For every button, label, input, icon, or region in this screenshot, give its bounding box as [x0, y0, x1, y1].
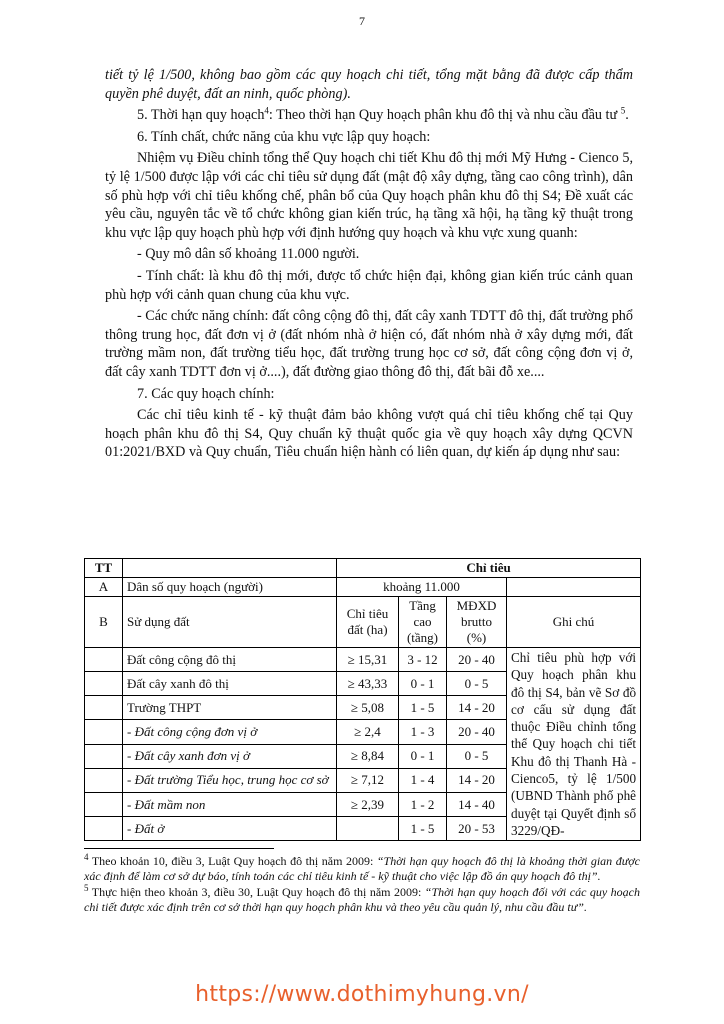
- footnote-5: [84, 885, 640, 915]
- bullet-functions: - Các chức năng chính: đất công cộng đô thị, đất cây xanh TDTT đô thị, đất trường phổ thông trung học, đất đơn vị ở (đất nhóm nhà ở hiện có, đất nhóm nhà ở xây dựng mới, đất trường mầm non, đất trường tiểu học, đất trường trung học cơ sở, đất công cộng đơn vị ở, đất cây xanh TDTT đơn vị ở....), đất đường giao thông đô thị, đất bãi đỗ xe....: [105, 308, 633, 380]
- heading-nature-function: 6. Tính chất, chức năng của khu vực lập quy hoạch:: [137, 128, 431, 145]
- planning-targets-table: [84, 558, 641, 841]
- footnotes: [84, 854, 640, 916]
- footnote-5-quote: “Thời hạn quy hoạch đối với các quy hoạch chi tiết được xác định trên cơ sở thời hạn quy hoạch phân khu và theo yêu cầu quản lý, nhu cầu đầu tư”.: [84, 885, 640, 914]
- header-chi-tieu: Chỉ tiêu: [337, 559, 641, 578]
- row-density: 14 - 20: [447, 696, 507, 720]
- row-density: 20 - 40: [447, 648, 507, 672]
- footnote-5-text: Thực hiện theo khoản 3, điều 30, Luật Quy hoạch đô thị năm 2009:: [88, 885, 425, 899]
- row-floors: 1 - 2: [399, 792, 447, 816]
- paragraph-planning-period-text-2: : Theo thời hạn Quy hoạch phân khu đô thị và nhu cầu đầu tư: [268, 107, 618, 124]
- row-b-tt: B: [85, 597, 123, 648]
- row-b-label: Sử dụng đất: [123, 597, 337, 648]
- row-floors: 0 - 1: [399, 672, 447, 696]
- row-name: Trường THPT: [123, 696, 337, 720]
- row-floors: 1 - 5: [399, 696, 447, 720]
- footnote-4-quote: “Thời hạn quy hoạch đô thị là khoảng thời gian được xác định để làm cơ sở dự báo, tính toán các chỉ tiêu kinh tế - kỹ thuật cho việc lập đồ án quy hoạch đô thị”.: [84, 854, 640, 883]
- table-row-land-use: [85, 597, 641, 648]
- body-text: [105, 66, 633, 465]
- header-tt: TT: [85, 559, 123, 578]
- row-density: 14 - 40: [447, 792, 507, 816]
- row-area: [337, 817, 399, 841]
- paragraph-mission: Nhiệm vụ Điều chỉnh tổng thể Quy hoạch chi tiết Khu đô thị mới Mỹ Hưng - Cienco 5, tỷ lệ 1/500 được lập với các chỉ tiêu sử dụng đất (mật độ xây dựng, tầng cao công trình), dân số phù hợp với chỉ tiêu khống chế, phân bổ của Quy hoạch phân khu đô thị S4; Đề xuất các yêu cầu, nguyên tắc về tổ chức không gian kiến trúc, hạ tầng xã hội, hạ tầng kỹ thuật trong khu vực lập quy hoạch phù hợp với định hướng quy hoạch và khu vực xung quanh:: [105, 150, 633, 241]
- bullet-population: - Quy mô dân số khoảng 11.000 người.: [137, 246, 360, 263]
- row-name: - Đất mầm non: [123, 792, 337, 816]
- col-head-area: Chỉ tiêu đất (ha): [337, 597, 399, 648]
- row-a-label: Dân số quy hoạch (người): [123, 578, 337, 597]
- paragraph-planning-period-text: 5. Thời hạn quy hoạch: [137, 107, 265, 124]
- footnote-divider: [84, 848, 274, 849]
- row-density: 20 - 40: [447, 720, 507, 744]
- page-number: 7: [359, 14, 365, 28]
- footnote-mark-5: 5: [84, 883, 89, 893]
- bullet-nature: - Tính chất: là khu đô thị mới, được tổ chức hiện đại, không gian kiến trúc cảnh quan phù hợp với cảnh quan chung của khu vực.: [105, 267, 633, 303]
- row-area: ≥ 15,31: [337, 648, 399, 672]
- row-area: ≥ 5,08: [337, 696, 399, 720]
- row-density: 0 - 5: [447, 672, 507, 696]
- paragraph-planning-period: [105, 106, 633, 125]
- row-area: ≥ 2,39: [337, 792, 399, 816]
- row-area: ≥ 7,12: [337, 768, 399, 792]
- row-a-note: [507, 578, 641, 597]
- row-name: - Đất công cộng đơn vị ở: [123, 720, 337, 744]
- row-area: ≥ 8,84: [337, 744, 399, 768]
- header-blank: [123, 559, 337, 578]
- heading-main-plans: 7. Các quy hoạch chính:: [137, 385, 275, 402]
- paragraph-planning-period-end: .: [625, 107, 629, 124]
- table-row-population: [85, 578, 641, 597]
- row-name: - Đất cây xanh đơn vị ở: [123, 744, 337, 768]
- footnote-ref-5[interactable]: 5: [620, 105, 626, 116]
- row-floors: 0 - 1: [399, 744, 447, 768]
- footnote-mark-4: 4: [84, 852, 89, 862]
- row-name: Đất công cộng đô thị: [123, 648, 337, 672]
- col-head-density: MĐXD brutto (%): [447, 597, 507, 648]
- row-name: Đất cây xanh đô thị: [123, 672, 337, 696]
- row-floors: 1 - 5: [399, 817, 447, 841]
- row-density: 0 - 5: [447, 744, 507, 768]
- row-density: 14 - 20: [447, 768, 507, 792]
- row-area: ≥ 2,4: [337, 720, 399, 744]
- footnote-ref-4[interactable]: 4: [264, 105, 269, 116]
- website-watermark-link[interactable]: https://www.dothimyhung.vn/: [195, 982, 529, 1007]
- row-name: - Đất ở: [123, 817, 337, 841]
- row-a-tt: A: [85, 578, 123, 597]
- row-floors: 3 - 12: [399, 648, 447, 672]
- row-a-value: khoảng 11.000: [337, 578, 507, 597]
- row-floors: 1 - 4: [399, 768, 447, 792]
- footnote-4-text: Theo khoản 10, điều 3, Luật Quy hoạch đô thị năm 2009:: [88, 854, 377, 868]
- row-name: - Đất trường Tiểu học, trung học cơ sở: [123, 768, 337, 792]
- col-head-floors: Tầng cao (tầng): [399, 597, 447, 648]
- paragraph-continuation: tiết tỷ lệ 1/500, không bao gồm các quy hoạch chi tiết, tổng mặt bằng đã được cấp thẩm quyền phê duyệt, đất an ninh, quốc phòng).: [105, 67, 633, 102]
- table-note: Chỉ tiêu phù hợp với Quy hoạch phân khu đô thị S4, bản vẽ Sơ đồ cơ cấu sử dụng đất thuộc Điều chỉnh tổng thể Quy hoạch chi tiết Khu đô thị Thanh Hà - Cienco5, tỷ lệ 1/500 (UBND Thành phố phê duyệt tại Quyết định số 3229/QĐ-: [507, 648, 641, 841]
- footnote-4: [84, 854, 640, 884]
- row-area: ≥ 43,33: [337, 672, 399, 696]
- paragraph-indicators: Các chỉ tiêu kinh tế - kỹ thuật đảm bảo không vượt quá chỉ tiêu khống chế tại Quy hoạch phân khu đô thị S4, Quy chuẩn kỹ thuật quốc gia về quy hoạch xây dựng QCVN 01:2021/BXD và Quy chuẩn, Tiêu chuẩn hiện hành có liên quan, dự kiến áp dụng như sau:: [105, 407, 633, 461]
- row-floors: 1 - 3: [399, 720, 447, 744]
- table-row: [85, 648, 641, 672]
- col-head-note: Ghi chú: [507, 597, 641, 648]
- table-header-row: [85, 559, 641, 578]
- row-density: 20 - 53: [447, 817, 507, 841]
